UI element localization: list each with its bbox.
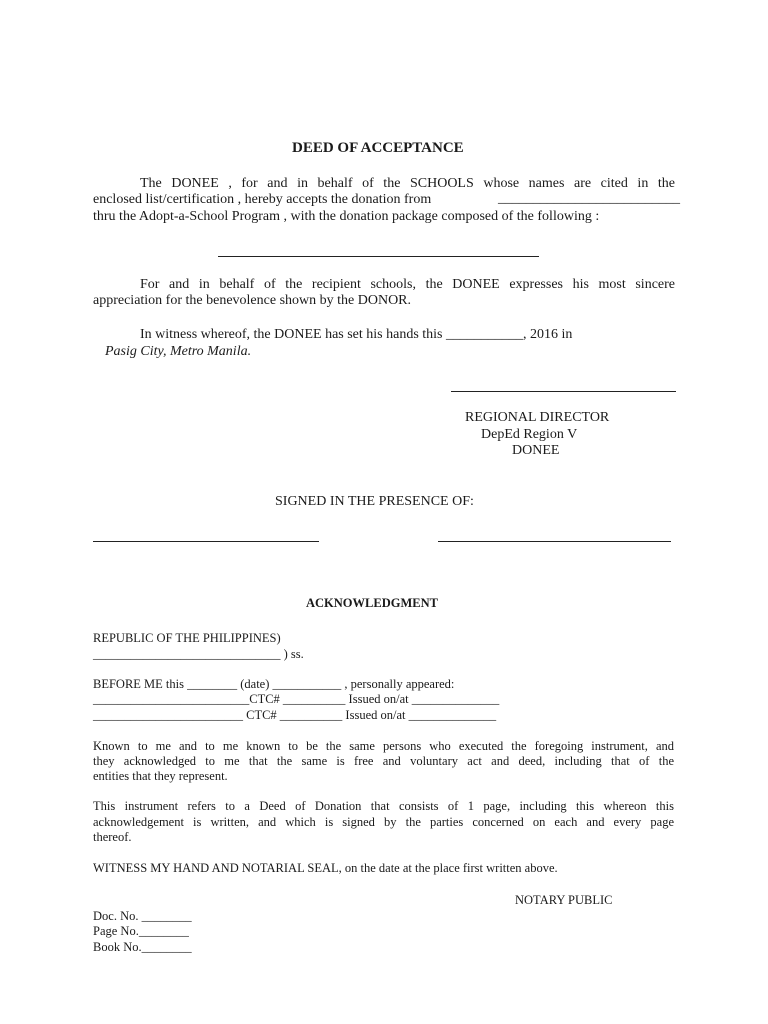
known-line-1: Known to me and to me known to be the same persons who executed the foregoing instrument, and — [93, 739, 674, 753]
known-line-2: they acknowledged to me that the same is free and voluntary act and deed, including that of the — [93, 754, 674, 768]
page-number: Page No.________ — [93, 924, 189, 938]
donation-package-line — [218, 256, 539, 257]
deed-paragraph-2-line-1: For and in behalf of the recipient schools, the DONEE expresses his most sincere — [140, 277, 675, 292]
signatory-title: REGIONAL DIRECTOR — [465, 410, 610, 425]
before-me-line: BEFORE ME this ________ (date) ___________ , personally appeared: — [93, 677, 455, 691]
witness-signature-line-right — [438, 541, 671, 542]
signatory-office: DepEd Region V — [481, 427, 578, 442]
venue-republic: REPUBLIC OF THE PHILIPPINES) — [93, 631, 281, 645]
notarial-seal-line: WITNESS MY HAND AND NOTARIAL SEAL, on the date at the place first written above. — [93, 861, 558, 875]
deed-paragraph-2-line-2: appreciation for the benevolence shown by the DONOR. — [93, 293, 412, 308]
signatory-role: DONEE — [512, 443, 560, 458]
presence-heading: SIGNED IN THE PRESENCE OF: — [275, 494, 474, 509]
deed-witness-line: In witness whereof, the DONEE has set his hands this ___________, 2016 in — [140, 327, 573, 342]
witness-signature-line-left — [93, 541, 319, 542]
instrument-line-3: thereof. — [93, 830, 132, 844]
party-2-line: ________________________ CTC# __________ Issued on/at ______________ — [93, 708, 497, 722]
instrument-line-1: This instrument refers to a Deed of Donation that consists of 1 page, including this whereon this — [93, 799, 674, 813]
deed-place: Pasig City, Metro Manila. — [105, 344, 252, 359]
acknowledgment-title: ACKNOWLEDGMENT — [306, 596, 438, 610]
notary-public-label: NOTARY PUBLIC — [515, 893, 613, 907]
venue-city: ______________________________ ) ss. — [93, 647, 304, 661]
donee-signature-line — [451, 391, 676, 392]
party-1-line: _________________________CTC# __________ Issued on/at ______________ — [93, 692, 500, 706]
donor-name-blank: __________________________ — [498, 191, 680, 206]
deed-paragraph-1-line-2: enclosed list/certification , hereby accepts the donation from — [93, 192, 432, 207]
known-line-3: entities that they represent. — [93, 769, 228, 783]
deed-paragraph-1-line-3: thru the Adopt-a-School Program , with the donation package composed of the following : — [93, 209, 600, 224]
doc-number: Doc. No. ________ — [93, 909, 192, 923]
deed-title: DEED OF ACCEPTANCE — [292, 140, 464, 156]
deed-paragraph-1-line-1: The DONEE , for and in behalf of the SCHOOLS whose names are cited in the — [140, 176, 675, 191]
book-number: Book No.________ — [93, 940, 192, 954]
instrument-line-2: acknowledgement is written, and which is signed by the parties concerned on each and every page — [93, 815, 674, 829]
